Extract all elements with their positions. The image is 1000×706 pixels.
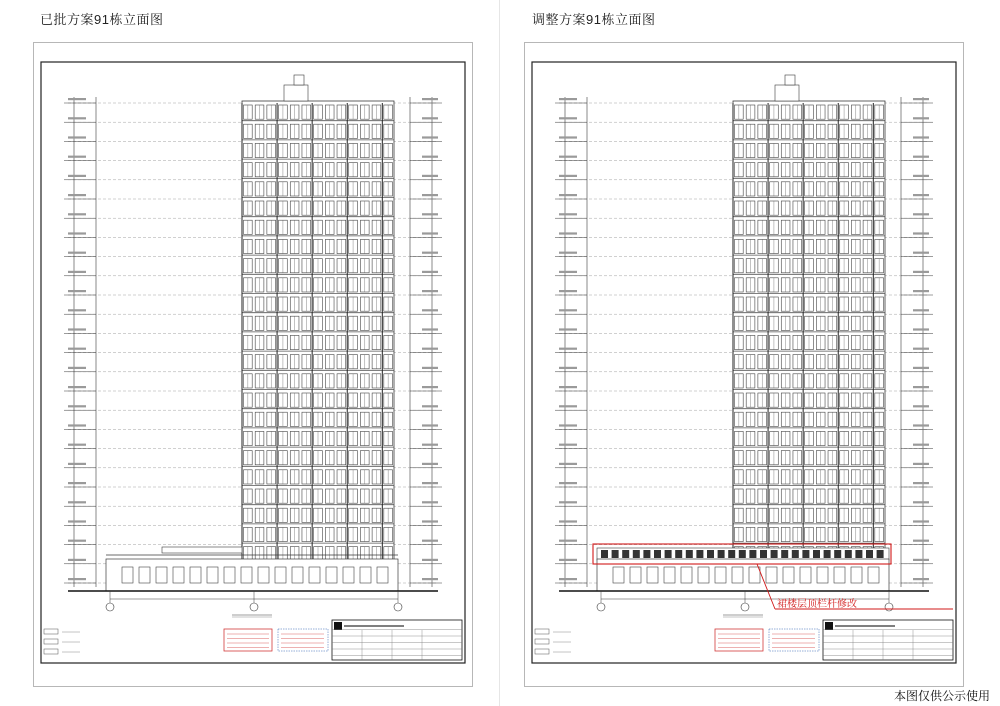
shopfront xyxy=(698,567,709,583)
level-mark xyxy=(68,117,86,119)
level-mark xyxy=(68,213,86,215)
level-mark xyxy=(913,98,929,100)
shopfront xyxy=(275,567,286,583)
grid-axis-bubble xyxy=(106,603,114,611)
level-mark xyxy=(913,367,929,369)
roof-structure xyxy=(284,85,308,101)
level-mark xyxy=(68,348,86,350)
level-mark xyxy=(68,559,86,561)
shopfront xyxy=(343,567,354,583)
level-mark xyxy=(68,540,86,542)
level-mark xyxy=(68,367,86,369)
shopfront xyxy=(681,567,692,583)
approved-elevation-drawing xyxy=(34,43,472,686)
level-mark xyxy=(422,309,438,311)
level-mark xyxy=(559,405,577,407)
shopfront xyxy=(224,567,235,583)
level-mark xyxy=(68,520,86,522)
shopfront xyxy=(851,567,862,583)
legend-swatch xyxy=(535,639,549,644)
level-mark xyxy=(68,232,86,234)
level-mark xyxy=(422,559,438,561)
grid-axis-bubble xyxy=(250,603,258,611)
railing-block xyxy=(654,550,661,558)
elevation-group xyxy=(532,62,956,663)
railing-block xyxy=(866,550,873,558)
level-mark xyxy=(68,309,86,311)
roof-structure xyxy=(775,85,799,101)
level-mark xyxy=(913,463,929,465)
level-mark xyxy=(68,463,86,465)
level-mark xyxy=(559,367,577,369)
shopfront xyxy=(241,567,252,583)
level-mark xyxy=(913,194,929,196)
company-logo xyxy=(334,622,342,630)
level-mark xyxy=(422,482,438,484)
level-mark xyxy=(68,482,86,484)
railing-block xyxy=(696,550,703,558)
level-mark xyxy=(559,520,577,522)
railing-block xyxy=(675,550,682,558)
shopfront xyxy=(715,567,726,583)
level-mark xyxy=(422,463,438,465)
railing-block xyxy=(760,550,767,558)
level-mark xyxy=(913,578,929,580)
level-mark xyxy=(68,290,86,292)
railing-block xyxy=(612,550,619,558)
level-mark xyxy=(559,98,577,100)
approved-elevation-sheet xyxy=(33,42,473,687)
level-mark xyxy=(559,213,577,215)
level-mark xyxy=(559,540,577,542)
annotation-label: 裙楼层顶栏杆修改 xyxy=(777,599,857,610)
level-mark xyxy=(913,501,929,503)
level-mark xyxy=(68,405,86,407)
legend-swatch xyxy=(535,629,549,634)
level-mark xyxy=(913,156,929,158)
level-mark xyxy=(559,309,577,311)
level-mark xyxy=(68,328,86,330)
level-mark xyxy=(913,405,929,407)
center-divider xyxy=(499,0,500,706)
railing-block xyxy=(824,550,831,558)
level-mark xyxy=(68,271,86,273)
level-mark xyxy=(913,290,929,292)
railing-block xyxy=(781,550,788,558)
level-mark xyxy=(913,232,929,234)
level-mark xyxy=(559,463,577,465)
level-mark xyxy=(422,136,438,138)
railing-block xyxy=(643,550,650,558)
shopfront xyxy=(749,567,760,583)
level-mark xyxy=(422,520,438,522)
level-mark xyxy=(68,424,86,426)
adjusted-plan-heading: 调整方案91栋立面图 xyxy=(532,12,656,27)
level-mark xyxy=(913,444,929,446)
level-mark xyxy=(559,386,577,388)
adjusted-elevation-drawing xyxy=(525,43,963,686)
shopfront xyxy=(664,567,675,583)
railing-block xyxy=(707,550,714,558)
level-mark xyxy=(422,117,438,119)
podium-parapet xyxy=(162,547,242,553)
legend-swatch xyxy=(535,649,549,654)
level-mark xyxy=(913,271,929,273)
level-mark xyxy=(68,136,86,138)
shopfront xyxy=(139,567,150,583)
level-mark xyxy=(559,559,577,561)
shopfront xyxy=(360,567,371,583)
level-mark xyxy=(559,578,577,580)
railing-block xyxy=(834,550,841,558)
legend-swatch xyxy=(44,639,58,644)
railing-block xyxy=(749,550,756,558)
shopfront xyxy=(766,567,777,583)
level-mark xyxy=(68,98,86,100)
shopfront xyxy=(868,567,879,583)
shopfront xyxy=(647,567,658,583)
grid-axis-bubble xyxy=(597,603,605,611)
level-mark xyxy=(422,271,438,273)
level-mark xyxy=(913,252,929,254)
level-mark xyxy=(68,501,86,503)
level-mark xyxy=(913,540,929,542)
railing-block xyxy=(739,550,746,558)
level-mark xyxy=(422,501,438,503)
legend-swatch xyxy=(44,629,58,634)
level-mark xyxy=(913,424,929,426)
level-mark xyxy=(913,213,929,215)
level-mark xyxy=(68,444,86,446)
level-mark xyxy=(559,117,577,119)
shopfront xyxy=(309,567,320,583)
railing-block xyxy=(633,550,640,558)
level-mark xyxy=(68,156,86,158)
level-mark xyxy=(422,290,438,292)
level-mark xyxy=(559,136,577,138)
shopfront xyxy=(834,567,845,583)
level-mark xyxy=(422,386,438,388)
level-mark xyxy=(559,175,577,177)
level-mark xyxy=(913,136,929,138)
level-mark xyxy=(559,194,577,196)
level-mark xyxy=(913,348,929,350)
level-mark xyxy=(422,540,438,542)
level-mark xyxy=(913,175,929,177)
shopfront xyxy=(173,567,184,583)
railing-block xyxy=(802,550,809,558)
grid-axis-bubble xyxy=(885,603,893,611)
level-mark xyxy=(913,386,929,388)
level-mark xyxy=(913,328,929,330)
legend-swatch xyxy=(44,649,58,654)
shopfront xyxy=(156,567,167,583)
level-mark xyxy=(422,194,438,196)
shopfront xyxy=(258,567,269,583)
adjusted-elevation-sheet xyxy=(524,42,964,687)
level-mark xyxy=(559,444,577,446)
level-mark xyxy=(422,348,438,350)
level-mark xyxy=(559,290,577,292)
roof-structure xyxy=(785,75,795,85)
shopfront xyxy=(800,567,811,583)
level-mark xyxy=(559,501,577,503)
roof-structure xyxy=(294,75,304,85)
level-mark xyxy=(422,175,438,177)
railing-block xyxy=(728,550,735,558)
level-mark xyxy=(559,271,577,273)
level-mark xyxy=(913,520,929,522)
level-mark xyxy=(422,156,438,158)
shopfront xyxy=(190,567,201,583)
level-mark xyxy=(559,156,577,158)
grid-axis-bubble xyxy=(741,603,749,611)
railing-block xyxy=(718,550,725,558)
level-mark xyxy=(913,482,929,484)
level-mark xyxy=(422,578,438,580)
railing-block xyxy=(792,550,799,558)
level-mark xyxy=(913,559,929,561)
railing-block xyxy=(845,550,852,558)
level-mark xyxy=(559,424,577,426)
shopfront xyxy=(377,567,388,583)
shopfront xyxy=(292,567,303,583)
shopfront xyxy=(613,567,624,583)
level-mark xyxy=(422,252,438,254)
level-mark xyxy=(68,386,86,388)
approved-plan-heading: 已批方案91栋立面图 xyxy=(40,12,164,27)
level-mark xyxy=(913,117,929,119)
level-mark xyxy=(559,348,577,350)
railing-block xyxy=(771,550,778,558)
level-mark xyxy=(913,309,929,311)
level-mark xyxy=(422,98,438,100)
railing-block xyxy=(622,550,629,558)
level-mark xyxy=(422,444,438,446)
shopfront xyxy=(817,567,828,583)
company-logo xyxy=(825,622,833,630)
railing-block xyxy=(813,550,820,558)
level-mark xyxy=(559,482,577,484)
level-mark xyxy=(422,213,438,215)
level-mark xyxy=(559,328,577,330)
level-mark xyxy=(68,175,86,177)
level-mark xyxy=(559,232,577,234)
shopfront xyxy=(122,567,133,583)
level-mark xyxy=(422,328,438,330)
shopfront xyxy=(326,567,337,583)
shopfront xyxy=(783,567,794,583)
railing-block xyxy=(665,550,672,558)
level-mark xyxy=(422,405,438,407)
shopfront xyxy=(732,567,743,583)
shopfront xyxy=(207,567,218,583)
level-mark xyxy=(422,232,438,234)
level-mark xyxy=(422,367,438,369)
railing-block xyxy=(877,550,884,558)
level-mark xyxy=(68,252,86,254)
railing-block xyxy=(855,550,862,558)
level-mark xyxy=(559,252,577,254)
railing-block xyxy=(686,550,693,558)
level-mark xyxy=(68,194,86,196)
railing-block xyxy=(601,550,608,558)
footnote: 本图仅供公示使用 xyxy=(893,689,990,703)
level-mark xyxy=(68,578,86,580)
elevation-group xyxy=(41,62,465,663)
level-mark xyxy=(422,424,438,426)
shopfront xyxy=(630,567,641,583)
grid-axis-bubble xyxy=(394,603,402,611)
